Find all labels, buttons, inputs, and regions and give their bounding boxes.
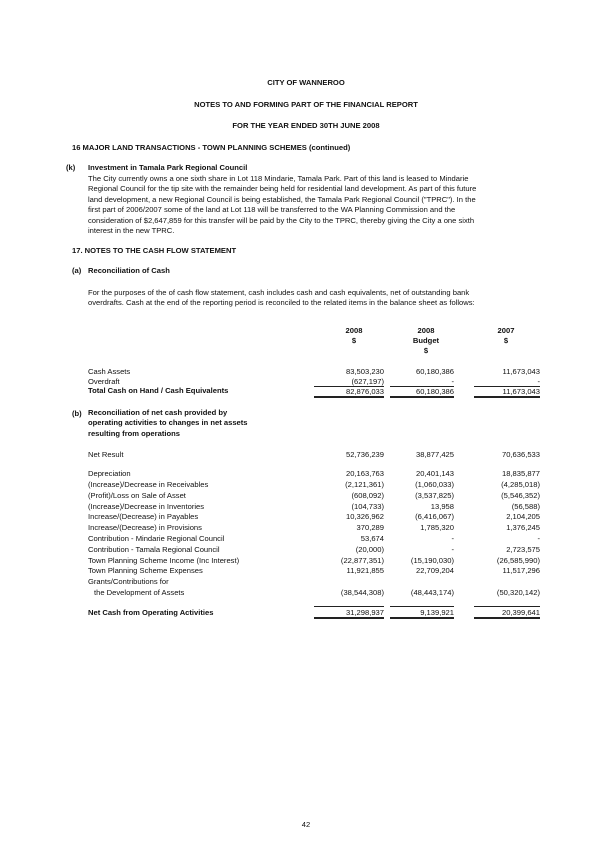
paragraph-line: land development, a new Regional Council is being established, the Tamala Park Regional Council ("TPRC"). In the xyxy=(88,194,476,204)
value-budget: 20,401,143 xyxy=(415,469,454,478)
row-label: (Increase)/Decrease in Inventories xyxy=(88,502,205,511)
year-title: FOR THE YEAR ENDED 30TH JUNE 2008 xyxy=(232,121,380,130)
value-budget: - xyxy=(451,534,454,543)
value-2007: 2,104,205 xyxy=(506,512,540,521)
row-label-grants: Grants/Contributions for xyxy=(88,577,169,586)
note16-k-title: Investment in Tamala Park Regional Council xyxy=(88,163,248,172)
value-budget: (3,537,825) xyxy=(415,491,454,500)
row-label-overdraft: Overdraft xyxy=(88,377,120,386)
column-header-2007 xyxy=(476,326,536,346)
row-label-grants-cont: the Development of Assets xyxy=(94,588,185,597)
value-grants-2008: (38,544,308) xyxy=(340,588,384,597)
column-unit: $ xyxy=(423,346,429,356)
note17-a-label: (a) xyxy=(72,266,82,275)
value-2008: 20,163,763 xyxy=(345,469,384,478)
note16-k-label: (k) xyxy=(66,163,76,172)
note17-b-label: (b) xyxy=(72,409,82,418)
report-title: NOTES TO AND FORMING PART OF THE FINANCIAL REPORT xyxy=(194,100,418,109)
value-grants-2007: (50,320,142) xyxy=(496,588,540,597)
value-2007: (4,285,018) xyxy=(501,480,540,489)
value-overdraft-2007: - xyxy=(474,377,540,387)
value-2008: (2,121,361) xyxy=(345,480,384,489)
value-overdraft-2008: (627,197) xyxy=(314,377,384,387)
value-budget: - xyxy=(451,545,454,554)
value-overdraft-budget: - xyxy=(390,377,454,387)
value-net-result-budget: 38,877,425 xyxy=(415,450,454,459)
value-2007: 2,723,575 xyxy=(506,545,540,554)
value-net-cash-2007: 20,399,641 xyxy=(474,606,540,619)
value-net-cash-2008: 31,298,937 xyxy=(314,606,384,619)
value-budget: 22,709,204 xyxy=(415,566,454,575)
value-budget: (6,416,067) xyxy=(415,512,454,521)
note17-b-title xyxy=(88,408,248,439)
column-sub: Budget xyxy=(412,336,440,346)
heading-line: Reconciliation of net cash provided by xyxy=(88,408,228,417)
value-cash-assets-budget: 60,180,386 xyxy=(415,367,454,376)
value-grants-budget: (48,443,174) xyxy=(410,588,454,597)
column-unit: $ xyxy=(503,336,509,346)
row-label-total-cash: Total Cash on Hand / Cash Equivalents xyxy=(88,386,229,395)
row-label: Town Planning Scheme Income (Inc Interest) xyxy=(88,556,240,565)
column-year: 2008 xyxy=(345,326,363,335)
paragraph-line: consideration of $2,647,859 for this transfer will be paid by the City to the TPRC, thereby giving the City a one sixth xyxy=(88,215,475,225)
note17-a-paragraph xyxy=(88,288,475,309)
paragraph-line: interest in the new TPRC. xyxy=(88,226,175,236)
heading-line: operating activities to changes in net assets xyxy=(88,418,248,428)
row-label: (Profit)/Loss on Sale of Asset xyxy=(88,491,186,500)
value-2008: (608,092) xyxy=(351,491,384,500)
value-2007: 1,376,245 xyxy=(506,523,540,532)
column-header-2008-budget xyxy=(396,326,456,357)
value-2008: (22,877,351) xyxy=(340,556,384,565)
value-2007: (56,588) xyxy=(511,502,540,511)
column-unit: $ xyxy=(351,336,357,346)
org-title: CITY OF WANNEROO xyxy=(267,78,345,87)
value-2008: (104,733) xyxy=(351,502,384,511)
value-budget: (15,190,030) xyxy=(410,556,454,565)
value-budget: (1,060,033) xyxy=(415,480,454,489)
value-2007: (5,546,352) xyxy=(501,491,540,500)
value-2007: 18,835,877 xyxy=(501,469,540,478)
row-label: Town Planning Scheme Expenses xyxy=(88,566,203,575)
value-2008: 11,921,855 xyxy=(346,566,384,575)
value-total-cash-2007: 11,673,043 xyxy=(474,386,540,398)
row-label: Contribution - Tamala Regional Council xyxy=(88,545,220,554)
value-2007: - xyxy=(537,534,540,543)
row-label-net-cash: Net Cash from Operating Activities xyxy=(88,608,214,617)
value-budget: 1,785,320 xyxy=(420,523,454,532)
page-number: 42 xyxy=(301,820,311,829)
row-label: Increase/(Decrease) in Provisions xyxy=(88,523,202,532)
note16-k-paragraph xyxy=(88,174,476,236)
value-budget: 13,958 xyxy=(430,502,454,511)
value-2008: 370,289 xyxy=(356,523,384,532)
note17-a-title: Reconciliation of Cash xyxy=(88,266,170,275)
paragraph-line: Regional Council for the tip site with the remainder being held for residential land development. As part of this future xyxy=(88,184,477,194)
row-label: (Increase)/Decrease in Receivables xyxy=(88,480,209,489)
value-net-cash-budget: 9,139,921 xyxy=(390,606,454,619)
column-year: 2008 xyxy=(417,326,435,335)
row-label-net-result: Net Result xyxy=(88,450,124,459)
column-header-2008 xyxy=(324,326,384,346)
heading-line: resulting from operations xyxy=(88,428,180,438)
value-total-cash-2008: 82,876,033 xyxy=(314,386,384,398)
value-net-result-2008: 52,736,239 xyxy=(345,450,384,459)
value-2008: (20,000) xyxy=(355,545,384,554)
value-net-result-2007: 70,636,533 xyxy=(501,450,540,459)
paragraph-line: overdrafts. Cash at the end of the reporting period is reconciled to the related items in the balance sheet as follows: xyxy=(88,298,475,308)
paragraph-line: For the purposes of the of cash flow statement, cash includes cash and cash equivalents, net of outstanding bank xyxy=(88,288,470,297)
value-total-cash-budget: 60,180,386 xyxy=(390,386,454,398)
value-2007: 11,517,296 xyxy=(502,566,540,575)
paragraph-line: first part of 2006/2007 some of the land at Lot 118 will be transferred to the WA Planning Commission and the xyxy=(88,205,456,215)
note17-heading: 17. NOTES TO THE CASH FLOW STATEMENT xyxy=(72,246,237,255)
value-cash-assets-2007: 11,673,043 xyxy=(502,367,540,376)
column-year: 2007 xyxy=(497,326,515,335)
row-label: Contribution - Mindarie Regional Council xyxy=(88,534,225,543)
row-label: Increase/(Decrease) in Payables xyxy=(88,512,199,521)
value-2008: 53,674 xyxy=(360,534,384,543)
value-2008: 10,326,962 xyxy=(345,512,384,521)
value-cash-assets-2008: 83,503,230 xyxy=(345,367,384,376)
value-2007: (26,585,990) xyxy=(496,556,540,565)
paragraph-line: The City currently owns a one sixth share in Lot 118 Mindarie, Tamala Park. Part of this land is leased to Mindarie xyxy=(88,174,469,183)
row-label-cash-assets: Cash Assets xyxy=(88,367,131,376)
row-label: Depreciation xyxy=(88,469,131,478)
note16-heading: 16 MAJOR LAND TRANSACTIONS - TOWN PLANNING SCHEMES (continued) xyxy=(72,143,351,152)
